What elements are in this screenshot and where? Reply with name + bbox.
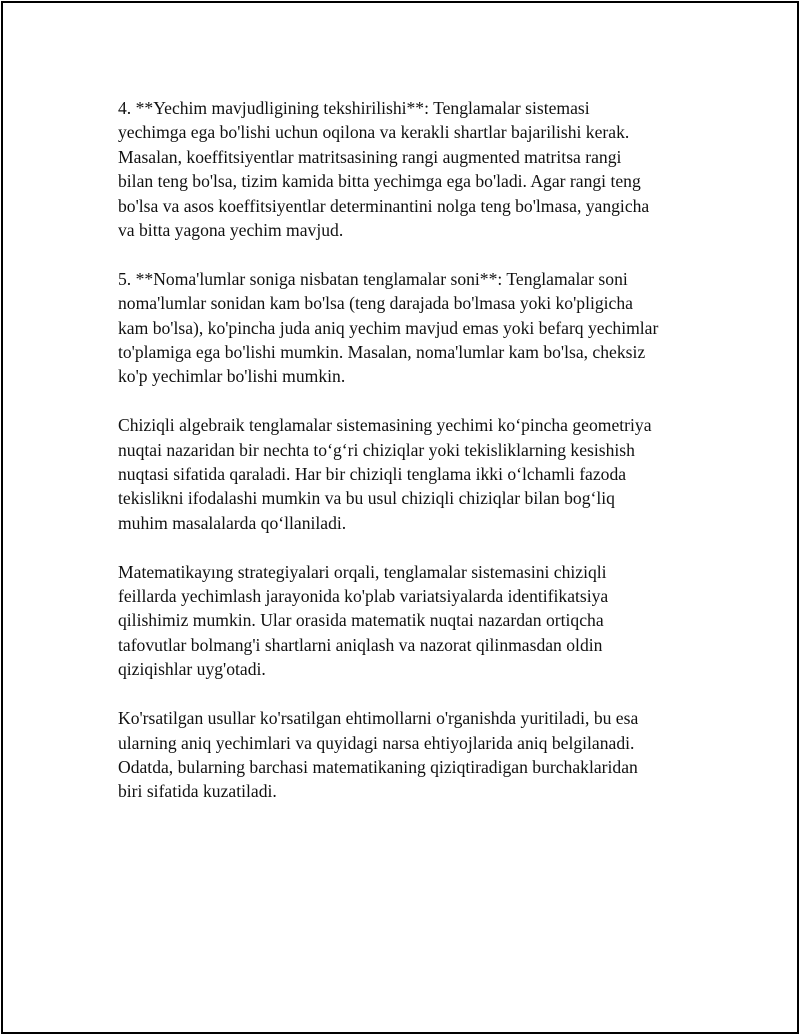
text-line: bilan teng bo'lsa, tizim kamida bitta yechimga ega bo'ladi. Agar rangi teng [118,171,641,192]
text-line: kam bo'lsa), ko'pincha juda aniq yechim mavjud emas yoki befarq yechimlar [118,317,659,338]
text-line: feillarda yechimlash jarayonida ko'plab variatsiyalarda identifikatsiya [118,586,609,607]
text-line: Odatda, bularning barchasi matematikaning qiziqtiradigan burchaklaridan [118,756,638,777]
text-line: Ko'rsatilgan usullar ko'rsatilgan ehtimollarni o'rganishda yuritiladi, bu esa [118,708,639,729]
document-page [1,1,799,1034]
text-line: noma'lumlar sonidan kam bo'lsa (teng darajada bo'lmasa yoki ko'pligicha [118,293,633,314]
paragraph-strategies [118,560,708,682]
text-line: bo'lsa va asos koeffitsiyentlar determinantini nolga teng bo'lmasa, yangicha [118,195,650,216]
text-line: ko'p yechimlar bo'lishi mumkin. [118,366,346,387]
paragraph-equation-count [118,267,708,389]
text-line: nuqtai nazaridan bir nechta to‘g‘ri chiziqlar yoki tekisliklarning kesishish [118,439,635,460]
text-line: 4. **Yechim mavjudligining tekshirilishi**: Tenglamalar sistemasi [118,98,590,118]
text-line: nuqtasi sifatida qaraladi. Har bir chiziqli tenglama ikki o‘lchamli fazoda [118,464,627,485]
paragraph-geometric-interpretation [118,413,708,535]
paragraph-conclusion [118,706,708,804]
text-line: tekislikni ifodalashi mumkin va bu usul chiziqli chiziqlar bilan bog‘liq [118,488,615,509]
text-line: Chiziqli algebraik tenglamalar sistemasining yechimi ko‘pincha geometriya [118,415,652,436]
text-line: qilishimiz mumkin. Ular orasida matematik nuqtai nazardan ortiqcha [118,610,604,631]
text-line: Matematikayıng strategiyalari orqali, tenglamalar sistemasini chiziqli [118,561,607,582]
text-line: to'plamiga ega bo'lishi mumkin. Masalan, noma'lumlar kam bo'lsa, cheksiz [118,342,646,363]
text-line: biri sifatida kuzatiladi. [118,781,277,802]
text-line: qiziqishlar uyg'otadi. [118,659,266,680]
document-body [118,96,708,828]
text-line: 5. **Noma'lumlar soniga nisbatan tenglamalar soni**: Tenglamalar soni [118,268,628,289]
text-line: ularning aniq yechimlari va quyidagi narsa ehtiyojlarida aniq belgilanadi. [118,732,635,753]
text-line: muhim masalalarda qo‘llaniladi. [118,512,347,533]
paragraph-solution-existence [118,96,708,242]
text-line: yechimga ega bo'lishi uchun oqilona va kerakli shartlar bajarilishi kerak. [118,122,630,143]
text-line: va bitta yagona yechim mavjud. [118,220,344,241]
text-line: tafovutlar bolmang'i shartlarni aniqlash va nazorat qilinmasdan oldin [118,634,603,655]
text-line: Masalan, koeffitsiyentlar matritsasining rangi augmented matritsa rangi [118,146,622,167]
